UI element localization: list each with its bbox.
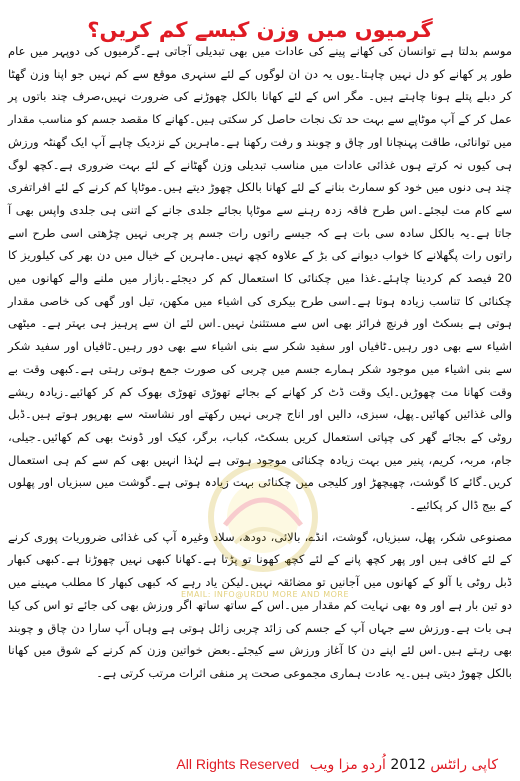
footer-year: 2012 <box>390 757 426 773</box>
watermark-email-text: EMAIL: INFO@URDU MORE AND MORE <box>180 590 350 599</box>
article-paragraph-2: مصنوعی شکر، پھل، سبزیاں، گوشت، انڈے، بالائی، دودھ، سلاد وغیرہ آپ کی غذائی ضروریات پوری کرنے کے لئے کافی ہیں اور پھر کچھ پانے کے لئے کچھ کھونا تو پڑتا ہے۔کھانا کبھی نہیں چھوڑنا ہے۔کبھی کبھار ڈبل روٹی یا آلو کے کھانوں میں آجانیں تو مضائقہ نہیں۔لیکن یاد رہے کہ کبھی کبھار کا مطلب مہینے میں دو تین بار ہے اور وہ بھی نہایت کم مقدار میں۔اس کے ساتھ ساتھ اگر ورزش بھی کی جائے تو اس کی کیا ہی بات ہے۔ورزش سے جہاں آپ کے جسم کی زائد چربی زائل ہوتی ہے وہاں آپ سارا دن چاق و چوبند بھی رہتے ہیں۔اس لئے اپنے دن کا آغاز ورزش سے کیجئے۔بعض خواتین وزن کم کرنے کے شوق میں کھانا بالکل چھوڑ دیتی ہیں۔یہ عادت ہماری مجموعی صحت پر منفی اثرات مرتب کرتی ہے۔ <box>8 529 512 680</box>
footer-rights-text: All Rights Reserved <box>176 756 300 772</box>
copyright-footer <box>176 756 498 773</box>
footer-copyright-word: کاپی رائٹس <box>430 757 498 773</box>
article-body <box>8 40 512 685</box>
article-paragraph-1: موسم بدلتا ہے توانسان کی کھانے پینے کی عادات میں بھی تبدیلی آجاتی ہے۔گرمیوں کی دوپہر میں عام طور پر کھانے کو دل نہیں چاہتا۔یوں یہ دن ان لوگوں کے لئے سنہری موقع سے کم نہیں جو اپنا وزن گھٹا کر دبلے پتلے ہونا چاہتے ہیں۔ مگر اس کے لئے کھانا بالکل چھوڑنے کی ضرورت نہیں،صرف چند باتوں پر عمل کر کے آپ موٹاپے سے بہت حد تک نجات حاصل کر سکتی ہیں۔کھانے کا مقصد جسم کو مناسب مقدار میں توانائی، طاقت پہنچانا اور چاق و چوبند و رفت رکھنا ہے۔ماہرین کے نزدیک چاہے آپ ایک گھنٹہ ورزش ہی کیوں نہ کرتے ہوں غذائی عادات میں مناسب تبدیلی وزن گھٹانے کے لئے بہت ضروری ہے۔کچھ لوگ چند ہی دنوں میں خود کو سمارٹ بنانے کے لئے کھانا بالکل چھوڑ دیتے ہیں۔موٹاپا کم کرنے کے لئے افراتفری سے کام مت لیجئے۔اس طرح فاقہ زدہ رہنے سے موٹاپا بجائے جلدی جانے کے اتنی ہی جلدی واپس بھی آ جاتا ہے۔یہ بالکل سادہ سی بات ہے کہ جیسے راتوں رات جسم پر چربی نہیں چڑھتی اسی طرح اسے راتوں رات پگھلانے کا خواب دیوانے کی بڑ کے علاوہ کچھ نہیں۔ماہرین کے خیال میں دن بھر کی کیلوریز کا 20 فیصد کم کردینا چاہئے۔غذا میں چکنائی کا استعمال کم کر دیجئے۔بازار میں ملنے والے کھانوں میں چکنائی کا تناسب زیادہ ہوتا ہے۔اسی طرح بیکری کی اشیاء میں مکھن، تیل اور گھی کی خاصی مقدار ہوتی ہے بسکٹ اور فرنچ فرائز بھی اس سے مستثنیٰ نہیں۔اس لئے ان سے پرہیز ہی بہتر ہے۔ میٹھی اشیاء سے بھی دور رہیں۔ٹافیاں اور سفید شکر سے بنی اشیاء سے بھی دور رہیں۔ٹافیاں اور سفید شکر سے بنی اشیاء میں موجود شکر ہمارے جسم میں چربی کی صورت جمع ہوتی رہتی ہے۔کبھی وقت بے وقت کھانا مت چھوڑیں۔ایک وقت ڈٹ کر کھانے کے بجائے تھوڑی تھوڑی بھوک کم کر کھائیے۔زیادہ ریشے والی غذائیں کھائیں۔پھل، سبزی، دالیں اور اناج چربی نہیں رکھتے اور نشاستہ سے بھرپور ہوتے ہیں۔ڈبل روٹی کے بجائے گھر کی چپاتی استعمال کریں بسکٹ، کباب، برگر، کیک اور ڈونٹ بھی کم کھائیں۔جیلی، جام، مربہ، کریم، پنیر میں بہت زیادہ چکنائی موجود ہوتی ہے لہٰذا انہیں بھی کم سے کم ہی استعمال کریں۔گائے کا گوشت، چھیچھڑ اور کلیجی میں چکنائی بہت زیادہ ہوتی ہے۔گوشت میں سبزیاں اور پھلوں کے بیج ڈال کر پکائیے۔ <box>8 44 512 513</box>
footer-site-name: اُردو مزا ویب <box>309 757 386 773</box>
article-title: گرمیوں میں وزن کیسے کم کریں؟ <box>87 18 433 43</box>
